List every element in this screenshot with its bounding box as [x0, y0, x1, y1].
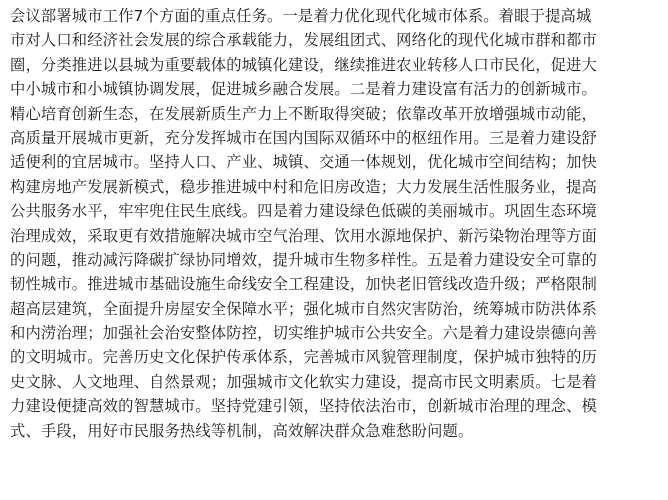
text-line: 会议部署城市工作7个方面的重点任务。一是着力优化现代化城市体系。着眼于提高城 — [10, 7, 592, 25]
text-line: 治理成效，采取更有效措施解决城市空气治理、饮用水源地保护、新污染物治理等方面 — [10, 226, 597, 245]
text-line: 式、手段，用好市民服务热线等机制，高效解决群众急难愁盼问题。 — [10, 421, 474, 440]
text-line: 公共服务水平，牢牢兜住民生底线。四是着力建设绿色低碳的美丽城市。巩固生态环境 — [10, 202, 597, 221]
text-line: 韧性城市。推进城市基础设施生命线安全工程建设，加快老旧管线改造升级；严格限制 — [10, 275, 597, 294]
text-line: 和内涝治理；加强社会治安整体防控，切实维护城市公共安全。六是着力建设崇德向善 — [10, 324, 597, 343]
text-line: 史文脉、人文地理、自然景观；加强城市文化软实力建设，提高市民文明素质。七是着 — [10, 372, 597, 391]
text-line: 适便利的宜居城市。坚持人口、产业、城镇、交通一体规划，优化城市空间结构；加快 — [10, 153, 597, 172]
article-paragraph — [10, 4, 660, 443]
text-line: 精心培育创新生态，在发展新质生产力上不断取得突破；依靠改革开放增强城市动能， — [10, 104, 597, 123]
text-line: 的问题，推动减污降碳扩绿协同增效，提升城市生物多样性。五是着力建设安全可靠的 — [10, 250, 597, 269]
text-line: 构建房地产发展新模式，稳步推进城中村和危旧房改造；大力发展生活性服务业，提高 — [10, 177, 597, 196]
text-line: 高质量开展城市更新，充分发挥城市在国内国际双循环中的枢纽作用。三是着力建设舒 — [10, 128, 597, 147]
text-line: 超高层建筑，全面提升房屋安全保障水平；强化城市自然灾害防治，统筹城市防洪体系 — [10, 299, 597, 318]
text-line: 市对人口和经济社会发展的综合承载能力，发展组团式、网络化的现代化城市群和都市 — [10, 31, 597, 50]
text-line: 中小城市和小城镇协调发展，促进城乡融合发展。二是着力建设富有活力的创新城市。 — [10, 80, 597, 99]
text-line: 圈，分类推进以县城为重要载体的城镇化建设，继续推进农业转移人口市民化，促进大 — [10, 55, 597, 74]
text-line: 力建设便捷高效的智慧城市。坚持党建引领，坚持依法治市，创新城市治理的理念、模 — [10, 397, 597, 416]
text-line: 的文明城市。完善历史文化保护传承体系，完善城市风貌管理制度，保护城市独特的历 — [10, 348, 597, 367]
